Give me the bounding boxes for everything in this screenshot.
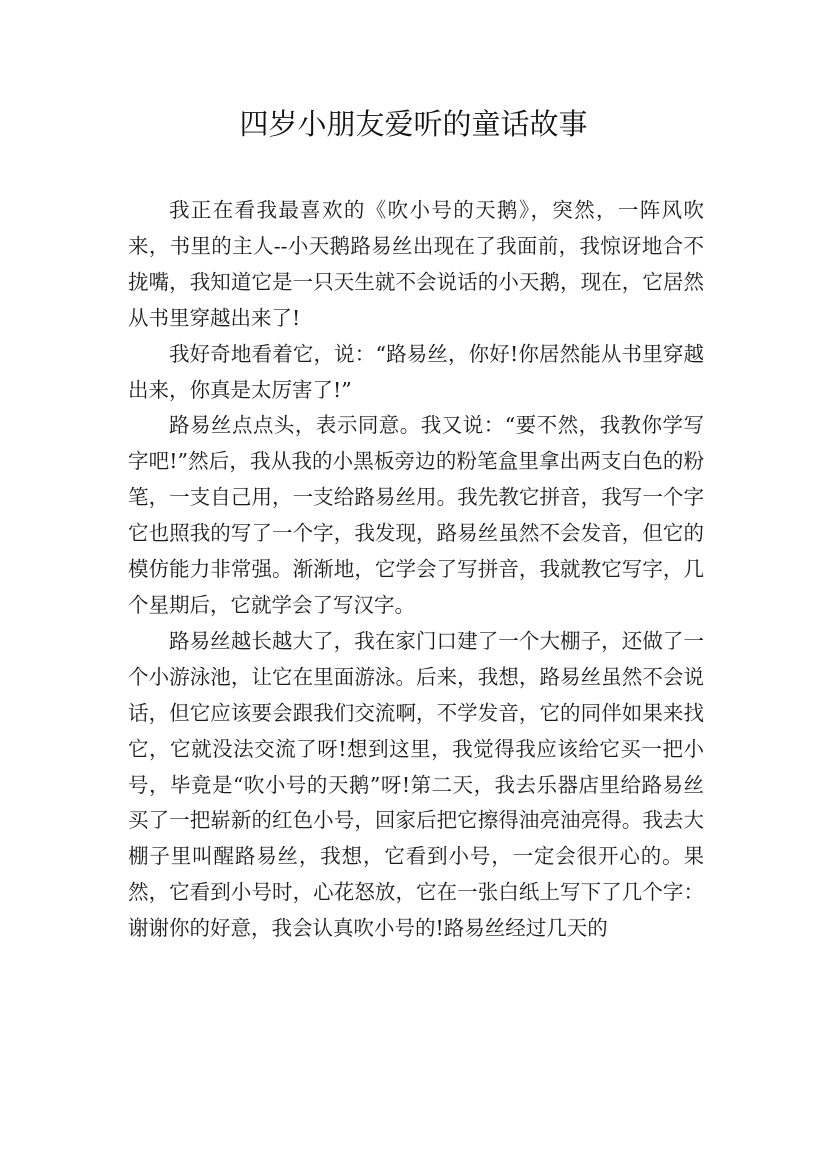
paragraph: 我正在看我最喜欢的《吹小号的天鹅》，突然，一阵风吹来，书里的主人--小天鹅路易丝出现在了我面前，我惊讶地合不拢嘴，我知道它是一只天生就不会说话的小天鹅，现在，它居然从书里穿越出来了! [128,198,704,330]
paragraph: 路易丝越长越大了，我在家门口建了一个大棚子，还做了一个小游泳池，让它在里面游泳。后来，我想，路易丝虽然不会说话，但它应该要会跟我们交流啊，不学发音，它的同伴如果来找它，它就没法交流了呀!想到这里，我觉得我应该给它买一把小号，毕竟是“吹小号的天鹅”呀!第二天，我去乐器店里给路易丝买了一把崭新的红色小号，回家后把它擦得油亮油亮得。我去大棚子里叫醒路易丝，我想，它看到小号，一定会很开心的。果然，它看到小号时，心花怒放，它在一张白纸上写下了几个字：谢谢你的好意，我会认真吹小号的!路易丝经过几天的 [128,628,704,941]
paragraph: 路易丝点点头，表示同意。我又说：“要不然，我教你学写字吧!”然后，我从我的小黑板旁边的粉笔盒里拿出两支白色的粉笔，一支自己用，一支给路易丝用。我先教它拼音，我写一个字它也照我的写了一个字，我发现，路易丝虽然不会发音，但它的模仿能力非常强。渐渐地，它学会了写拼音，我就教它写字，几个星期后，它就学会了写汉字。 [128,413,704,617]
paragraph: 我好奇地看着它，说：“路易丝，你好!你居然能从书里穿越出来，你真是太厉害了!” [128,341,704,402]
document-title: 四岁小朋友爱听的童话故事 [239,107,588,141]
document-body [128,193,704,947]
